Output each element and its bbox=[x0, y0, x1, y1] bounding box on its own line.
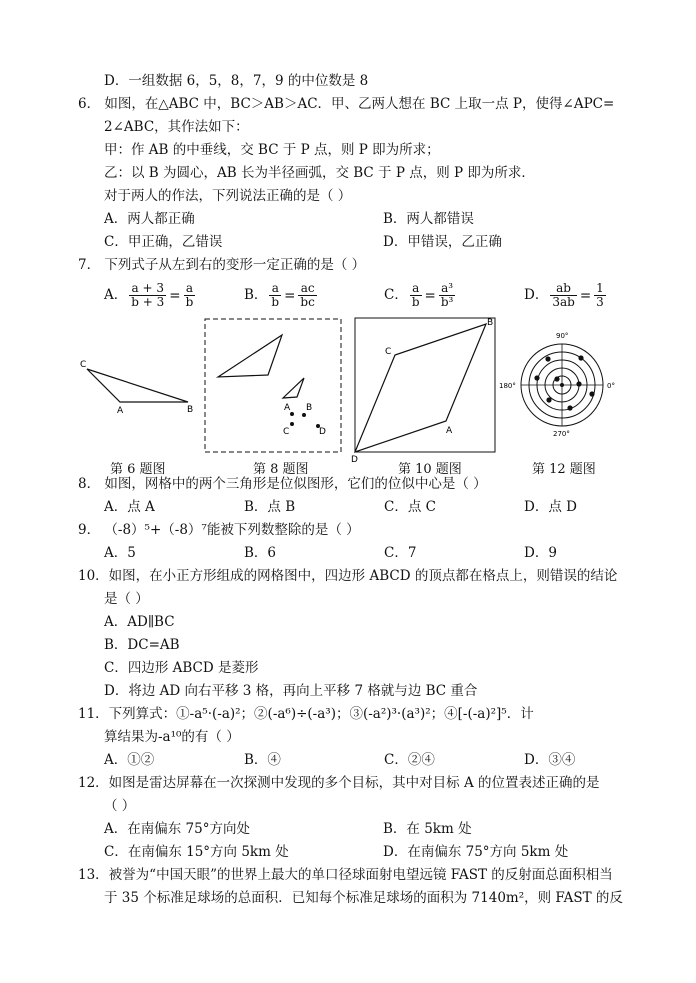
q6-option-d: D．甲错误，乙正确 bbox=[383, 234, 502, 250]
q6-method-yi: 乙：以 B 为圆心，AB 长为半径画弧，交 BC 于 P 点，则 P 即为所求． bbox=[104, 165, 535, 181]
q7-stem: 7． 下列式子从左到右的变形一定正确的是（ ） bbox=[78, 257, 366, 273]
fig6-label-c: C bbox=[80, 360, 87, 370]
figure-6-caption: 第 6 题图 bbox=[110, 462, 166, 477]
q9-option-d: D．9 bbox=[524, 545, 557, 561]
q7d-num-left: ab bbox=[550, 282, 576, 296]
radar-label-0: 0° bbox=[607, 382, 615, 390]
figure-10 bbox=[351, 318, 495, 465]
q7d-num-right: 1 bbox=[596, 281, 604, 295]
q7-option-d bbox=[524, 280, 608, 311]
equals-sign: = bbox=[169, 287, 181, 304]
radar-target bbox=[546, 397, 551, 402]
q7-option-a-left-fraction bbox=[129, 282, 166, 309]
fig6-label-a: A bbox=[117, 406, 124, 416]
q7-option-c-label: C． bbox=[384, 287, 408, 303]
q10-option-a: A．AD∥BC bbox=[104, 614, 175, 630]
q10-stem-line2: 是（ ） bbox=[104, 591, 149, 607]
q9-option-a: A．5 bbox=[104, 545, 136, 561]
q7a-num-left: a + 3 bbox=[129, 282, 166, 296]
radar-target bbox=[554, 376, 559, 381]
triangle-abc bbox=[87, 369, 188, 402]
equals-sign: = bbox=[424, 287, 436, 304]
q7-option-a-right-fraction bbox=[184, 282, 196, 309]
figure-8 bbox=[205, 319, 341, 452]
q8-option-d: D．点 D bbox=[524, 499, 577, 515]
q11-option-b: B．④ bbox=[244, 752, 281, 768]
fig8-point-a bbox=[290, 412, 294, 416]
radar-target bbox=[545, 356, 550, 361]
q12-option-c: C．在南偏东 15°方向 5km 处 bbox=[104, 844, 289, 860]
q6-option-a: A．两人都正确 bbox=[104, 211, 195, 227]
q11-option-c: C．②④ bbox=[384, 752, 435, 768]
q7d-den-right: 3 bbox=[596, 295, 604, 309]
figures-row bbox=[0, 312, 696, 472]
q13-stem-line1: 13．被誉为“中国天眼”的世界上最大的单口径球面射电望远镜 FAST 的反射面总面积相当 bbox=[78, 867, 613, 883]
q8-option-a: A．点 A bbox=[104, 499, 155, 515]
q10-option-c: C．四边形 ABCD 是菱形 bbox=[104, 660, 259, 676]
q7-option-c-left-fraction bbox=[410, 282, 422, 309]
radar-target bbox=[589, 391, 594, 396]
q7-option-a-label: A． bbox=[104, 287, 128, 303]
q7-option-b-left-fraction bbox=[269, 282, 281, 309]
q7c-den-right: b³ bbox=[440, 295, 454, 309]
fig10-label-c: C bbox=[385, 347, 392, 357]
q12-stem-line1: 12．如图是雷达屏幕在一次探测中发现的多个目标，其中对目标 A 的位置表述正确的是 bbox=[78, 775, 600, 791]
q6-stem-line2: 2∠ABC，其作法如下： bbox=[104, 119, 249, 135]
q11-stem-line1: 11．下列算式：①-a⁵·(-a)²；②(-a⁶)÷(-a³)；③(-a²)³·(a³)²；④[-(-a)²]⁵．计 bbox=[78, 706, 534, 722]
figure-12-caption: 第 12 题图 bbox=[532, 462, 596, 477]
q7-option-d-left-fraction bbox=[550, 282, 576, 309]
q7b-den-right: bc bbox=[300, 295, 315, 309]
q6-method-jia: 甲：作 AB 的中垂线，交 BC 于 P 点，则 P 即为所求； bbox=[104, 142, 440, 158]
fig8-label-b: B bbox=[306, 403, 313, 413]
q10-stem-line1: 10．如图，在小正方形组成的网格图中，四边形 ABCD 的顶点都在格点上，则错误的结论 bbox=[78, 568, 618, 584]
radar-target bbox=[567, 405, 572, 410]
fig8-small-triangle bbox=[283, 378, 304, 398]
q12-option-b: B．在 5km 处 bbox=[383, 821, 472, 837]
q7-option-c-right-fraction bbox=[439, 282, 456, 309]
radar-target bbox=[534, 375, 539, 380]
q11-option-a: A．①② bbox=[104, 752, 155, 768]
q7b-num-right: ac bbox=[298, 282, 316, 296]
q6-question: 对于两人的作法，下列说法正确的是（ ） bbox=[104, 188, 352, 204]
fig8-label-d: D bbox=[319, 427, 326, 437]
fig10-label-a: A bbox=[446, 426, 453, 436]
figure-10-caption: 第 10 题图 bbox=[398, 462, 462, 477]
q7-option-b-label: B． bbox=[244, 287, 268, 303]
q9-option-b: B．6 bbox=[244, 545, 277, 561]
q7a-num-right: a bbox=[184, 282, 196, 296]
q6-option-c: C．甲正确，乙错误 bbox=[104, 234, 223, 250]
fig8-point-b bbox=[302, 413, 306, 417]
q11-option-d: D．③④ bbox=[524, 752, 576, 768]
q9-option-c: C．7 bbox=[384, 545, 417, 561]
q7c-den-left: b bbox=[411, 295, 420, 309]
q8-option-b: B．点 B bbox=[244, 499, 296, 515]
q6-option-b: B．两人都错误 bbox=[383, 211, 474, 227]
q7c-num-right: a³ bbox=[439, 282, 456, 296]
q8-stem: 8． 如图，网格中的两个三角形是位似图形，它们的位似中心是（ ） bbox=[78, 476, 487, 492]
fig8-point-c bbox=[290, 422, 294, 426]
q8-option-c: C．点 C bbox=[384, 499, 436, 515]
radar-label-90: 90° bbox=[556, 332, 569, 340]
fig10-grid-frame bbox=[355, 318, 495, 452]
radar-label-180: 180° bbox=[499, 382, 516, 390]
q7-option-d-label: D． bbox=[524, 287, 549, 303]
q12-option-a: A．在南偏东 75°方向处 bbox=[104, 821, 250, 837]
radar-label-270: 270° bbox=[553, 430, 570, 438]
q13-stem-line2: 于 35 个标准足球场的总面积．已知每个标准足球场的面积为 7140m²，则 FAST 的反 bbox=[104, 890, 623, 906]
q6-stem-line1: 6． 如图，在△ABC 中，BC＞AB＞AC．甲、乙两人想在 BC 上取一点 P，使得∠APC= bbox=[78, 96, 615, 112]
q7-option-d-right-fraction bbox=[594, 282, 606, 309]
q7a-den-right: b bbox=[185, 295, 194, 309]
q7-option-b-right-fraction bbox=[298, 282, 316, 309]
figure-6-triangle bbox=[80, 360, 193, 416]
fig10-label-d: D bbox=[351, 455, 358, 465]
q7c-num-left: a bbox=[410, 282, 422, 296]
q11-stem-line2: 算结果为-a¹⁰的有（ ） bbox=[104, 729, 240, 745]
fig6-label-b: B bbox=[187, 405, 194, 415]
figure-8-caption: 第 8 题图 bbox=[253, 462, 309, 477]
q12-option-d: D．在南偏东 75°方向 5km 处 bbox=[383, 844, 569, 860]
q5-option-d: D．一组数据 6，5，8，7，9 的中位数是 8 bbox=[104, 73, 369, 89]
equals-sign: = bbox=[579, 287, 592, 304]
q10-option-d: D．将边 AD 向右平移 3 格，再向上平移 7 格就与边 BC 重合 bbox=[104, 683, 478, 699]
fig8-large-triangle bbox=[218, 335, 282, 377]
q7-option-a bbox=[104, 280, 197, 311]
q12-stem-line2: （ ） bbox=[104, 798, 136, 814]
q7b-num-left: a bbox=[269, 282, 281, 296]
q7-option-b bbox=[244, 280, 319, 311]
q7d-den-left: 3ab bbox=[552, 295, 575, 309]
q7a-den-left: b + 3 bbox=[131, 295, 165, 309]
q7b-den-left: b bbox=[271, 295, 280, 309]
fig10-label-b: B bbox=[487, 318, 494, 328]
fig8-label-c: C bbox=[283, 427, 290, 437]
figure-12-radar bbox=[499, 332, 615, 438]
q10-option-b: B．DC=AB bbox=[104, 637, 180, 653]
fig8-label-a: A bbox=[284, 403, 291, 413]
radar-target bbox=[576, 381, 581, 386]
equals-sign: = bbox=[284, 287, 296, 304]
radar-center bbox=[560, 383, 564, 387]
quadrilateral-abcd bbox=[355, 324, 486, 452]
q9-stem: 9． （-8）⁵+（-8）⁷能被下列数整除的是（ ） bbox=[78, 522, 360, 538]
q7-option-c bbox=[384, 280, 457, 311]
radar-target bbox=[578, 355, 583, 360]
